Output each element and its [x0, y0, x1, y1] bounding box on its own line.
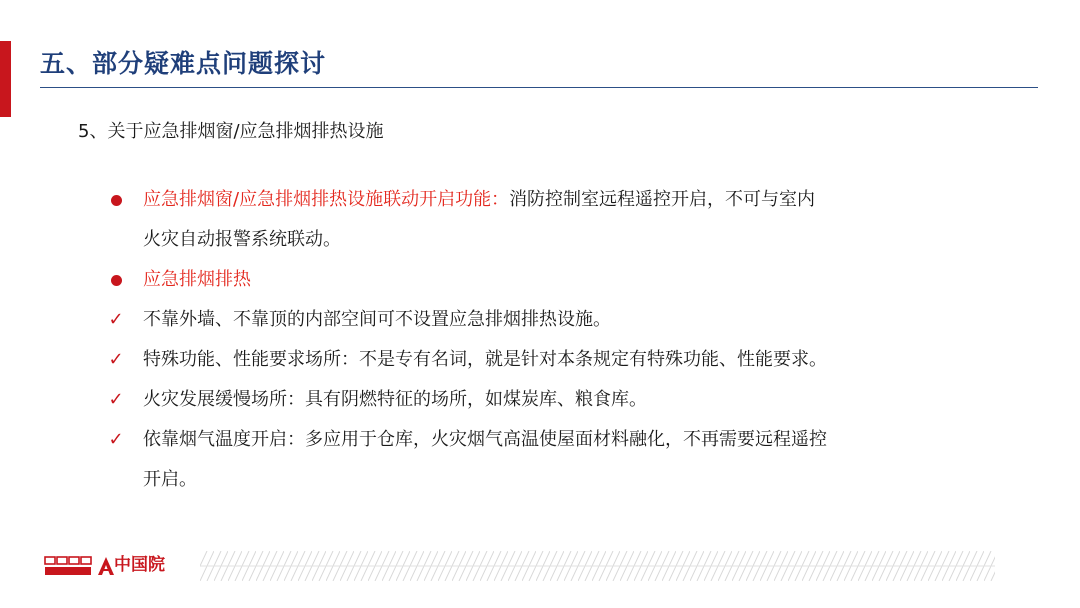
check-icon: ✓ — [108, 389, 124, 410]
check-icon: ✓ — [108, 429, 124, 450]
item-text: 依靠烟气温度开启：多应用于仓库，火灾烟气高温使屋面材料融化，不再需要远程遥控 — [143, 429, 827, 450]
item-text-continued: 火灾自动报警系统联动。 — [143, 229, 341, 250]
list-item-check — [104, 380, 1004, 420]
check-icon: ✓ — [108, 309, 124, 330]
item-lead: 应急排烟窗/应急排烟排热设施联动开启功能： — [143, 189, 510, 210]
bullet-dot-icon — [104, 260, 128, 300]
list-item-check — [104, 300, 1004, 340]
item-text: 火灾发展缓慢场所：具有阴燃特征的场所，如煤炭库、粮食库。 — [143, 389, 647, 410]
item-text: 特殊功能、性能要求场所：不是专有名词，就是针对本条规定有特殊功能、性能要求。 — [143, 349, 827, 370]
item-text: 不靠外墙、不靠顶的内部空间可不设置应急排烟排热设施。 — [143, 309, 611, 330]
title-divider — [40, 87, 1038, 88]
bullet-dot-icon — [104, 180, 128, 220]
footer-decorative-pattern — [200, 551, 995, 581]
logo-text: 中国院 — [114, 555, 165, 575]
section-subtitle: 5、关于应急排烟窗/应急排烟排热设施 — [78, 121, 384, 142]
title-accent-bar — [0, 41, 11, 117]
item-text-continued: 开启。 — [143, 469, 197, 490]
content-list — [104, 180, 1004, 500]
cabr-logo — [44, 556, 94, 576]
footer — [0, 548, 1080, 584]
list-item-check — [104, 420, 1004, 500]
list-item-heading — [104, 260, 1004, 300]
triangle-a-icon — [98, 557, 114, 575]
item-text: 消防控制室远程遥控开启，不可与室内 — [509, 189, 816, 210]
check-icon: ✓ — [108, 349, 124, 370]
list-item-linkage — [104, 180, 1004, 260]
list-item-check — [104, 340, 1004, 380]
slide-title: 五、部分疑难点问题探讨 — [40, 49, 327, 78]
item-lead: 应急排烟排热 — [143, 269, 251, 290]
